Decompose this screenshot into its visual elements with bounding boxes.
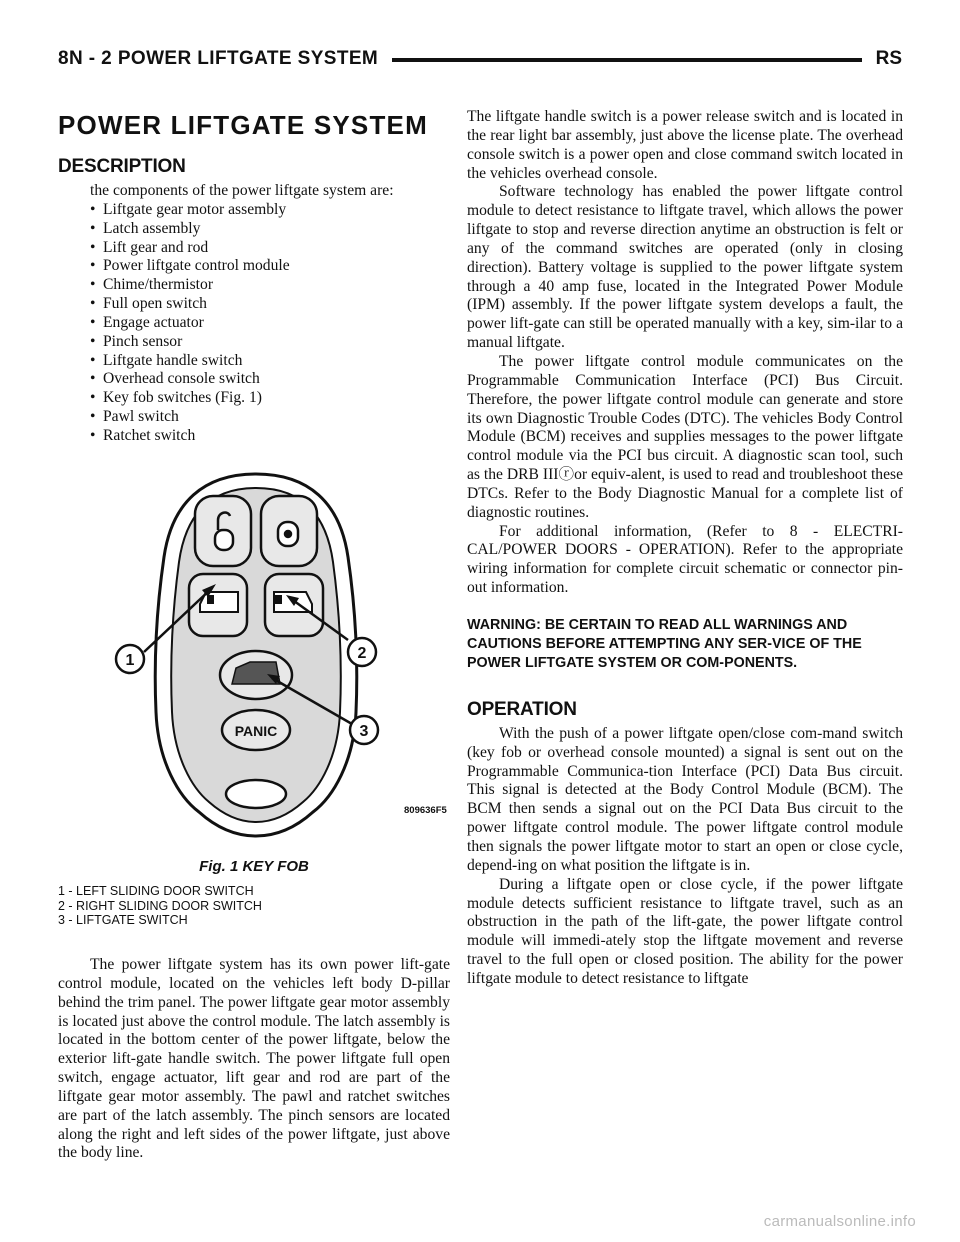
van-right-door-mark bbox=[275, 595, 282, 604]
callout-3-number: 3 bbox=[359, 723, 369, 740]
component-item: • Power liftgate control module bbox=[90, 257, 450, 276]
figure-code: 809636F5 bbox=[404, 805, 447, 816]
paragraph-handle-switch: The liftgate handle switch is a power release switch and is located in the rear light bar assembly, just above the license plate. The overhead console switch is a power open and close command switch located in the vehicles overhead console. bbox=[467, 108, 903, 182]
callout-1-number: 1 bbox=[125, 652, 135, 669]
figure-legend bbox=[58, 884, 262, 928]
component-item: • Liftgate gear motor assembly bbox=[90, 201, 450, 220]
left-column-lower bbox=[58, 956, 450, 1163]
paragraph-pci: The power liftgate control module communicates on the Programmable Communication Interface (PCI) Bus Circuit. Therefore, the power liftgate control module can generate and store its own Diagnostic Trouble Codes (DTC). The vehicles Body Control Module (BCM) receives and supplies messages to the power liftgate control module via the PCI bus circuit. A diagnostic scan tool, such as the DRB IIIⓡor equiv-alent, is used to read and troubleshoot these DTCs. Refer to the Body Diagnostic Manual for a complete list of diagnostic routines. bbox=[467, 352, 903, 521]
panic-label: PANIC bbox=[234, 723, 278, 739]
legend-item: 2 - RIGHT SLIDING DOOR SWITCH bbox=[58, 898, 262, 913]
legend-item: 1 - LEFT SLIDING DOOR SWITCH bbox=[58, 884, 254, 898]
legend-item: 3 - LIFTGATE SWITCH bbox=[58, 913, 188, 927]
key-ring-hole bbox=[226, 780, 286, 808]
watermark: carmanualsonline.info bbox=[763, 1213, 916, 1230]
component-item: • Latch assembly bbox=[90, 220, 450, 239]
component-item: • Lift gear and rod bbox=[90, 239, 450, 258]
component-item: • Overhead console switch bbox=[90, 370, 450, 389]
page-number-title: 8N - 2 POWER LIFTGATE SYSTEM bbox=[58, 48, 392, 70]
component-item: • Key fob switches (Fig. 1) bbox=[90, 389, 450, 408]
component-item: • Pawl switch bbox=[90, 408, 450, 427]
component-item: • Full open switch bbox=[90, 295, 450, 314]
description-heading: DESCRIPTION bbox=[58, 156, 186, 177]
callout-2-number: 2 bbox=[357, 645, 367, 662]
components-intro: the components of the power liftgate system are: bbox=[90, 182, 394, 199]
paragraph-software: Software technology has enabled the power liftgate control module to detect resistance to liftgate travel, which allows the power liftgate to stop and reverse direction anytime an obstruction is felt or any of the command switches are operated (only in closing direction). Battery voltage is supplied to the power liftgate system through a 40 amp fuse, located in the Integrated Power Module (IPM) assembly. If the power liftgate system develops a fault, the power lift-gate can still be operated manually with a key, sim-ilar to a manual liftgate. bbox=[467, 183, 903, 352]
right-column bbox=[467, 108, 903, 989]
paragraph-additional-info: For additional information, (Refer to 8 - ELECTRI-CAL/POWER DOORS - OPERATION). Refer to the appropriate wiring information for complete circuit schematic or connector pin-out information. bbox=[467, 522, 903, 597]
page-header bbox=[58, 44, 902, 74]
components-list bbox=[58, 201, 450, 446]
component-item: • Ratchet switch bbox=[90, 427, 450, 446]
key-fob-figure bbox=[58, 462, 450, 932]
lock-icon bbox=[278, 522, 298, 546]
component-item: • Engage actuator bbox=[90, 314, 450, 333]
component-item: • Liftgate handle switch bbox=[90, 352, 450, 371]
operation-heading: OPERATION bbox=[467, 698, 577, 720]
component-item: • Chime/thermistor bbox=[90, 276, 450, 295]
figure-caption: Fig. 1 KEY FOB bbox=[199, 858, 309, 875]
paragraph-operation-1: With the push of a power liftgate open/close com-mand switch (key fob or overhead console mounted) a signal is sent out on the Programmable Communica-tion Interface (PCI) Data Bus circuit. This signal is detected at the Body Control Module (BCM). The BCM then sends a signal out on the PCI Data Bus circuit to the power liftgate control module. The power liftgate control module then signals the power liftgate motor to start an open or close cycle, depend-ing on what position the liftgate is in. bbox=[467, 724, 903, 874]
section-code: RS bbox=[862, 48, 902, 70]
component-item: • Pinch sensor bbox=[90, 333, 450, 352]
key-fob-illustration bbox=[58, 462, 450, 862]
description-paragraph: The power liftgate system has its own power lift-gate control module, located on the vehicles left body D-pillar behind the trim panel. The power liftgate gear motor assembly is located just above the control module. The latch assembly is located in the bottom center of the power liftgate, below the exterior lift-gate handle switch. The power liftgate full open switch, engage actuator, lift gear and rod are part of the liftgate gear motor assembly. The pawl and ratchet switches are part of the latch assembly. The pinch sensors are located along the right and left sides of the power liftgate, just above the body line. bbox=[58, 956, 450, 1162]
paragraph-operation-2: During a liftgate open or close cycle, if the power liftgate module detects sufficient resistance to liftgate travel, such as an obstruction in the path of the lift-gate, the power liftgate control module will immedi-ately stop the liftgate movement and reverse travel to the full open or closed position. The ability for the power liftgate module to detect resistance to liftgate bbox=[467, 875, 903, 987]
page-title: POWER LIFTGATE SYSTEM bbox=[58, 110, 428, 140]
warning-text: WARNING: BE CERTAIN TO READ ALL WARNINGS AND CAUTIONS BEFORE ATTEMPTING ANY SER-VICE OF THE POWER LIFTGATE SYSTEM OR COM-PONENTS. bbox=[467, 616, 862, 671]
left-column bbox=[58, 110, 450, 446]
